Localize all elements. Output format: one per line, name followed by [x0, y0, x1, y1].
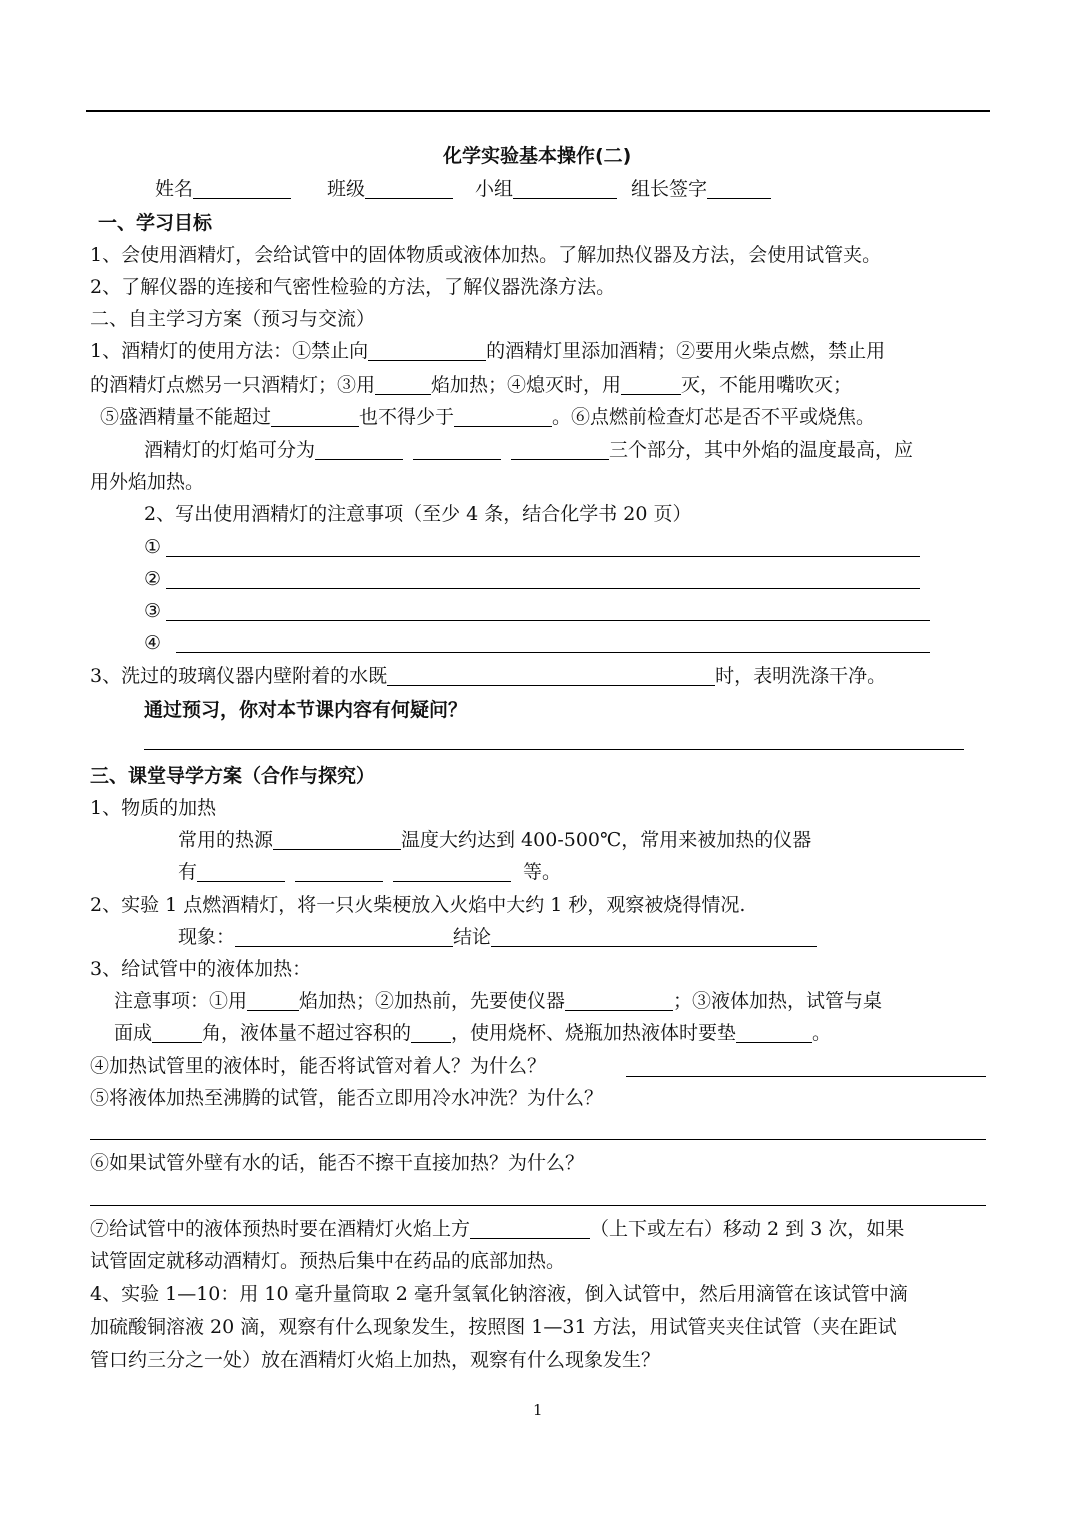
instrument-blank-3[interactable] — [393, 861, 511, 882]
leader-sign-blank[interactable] — [707, 178, 771, 199]
q7-blank[interactable] — [470, 1218, 590, 1239]
heat-source-blank[interactable] — [273, 829, 401, 850]
p1-line1 — [178, 827, 811, 853]
q7-line1 — [90, 1216, 904, 1242]
note-marker-2: ② — [144, 568, 162, 590]
q5-answer-line[interactable] — [90, 1139, 986, 1140]
class-label: 班级 — [327, 178, 366, 200]
p4-line2: 加硫酸铜溶液 20 滴，观察有什么现象发生，按照图 1—31 方法，用试管夹夹住试管（夹在距试 — [90, 1316, 897, 1338]
q1-line4 — [144, 437, 913, 463]
q3-blank[interactable] — [387, 665, 715, 686]
objective-1: 1、会使用酒精灯，会给试管中的固体物质或液体加热。了解加热仪器及方法，会使用试管夹。 — [90, 244, 882, 266]
instrument-blank-1[interactable] — [197, 861, 285, 882]
objective-2: 2、了解仪器的连接和气密性检验的方法，了解仪器洗涤方法。 — [90, 276, 616, 298]
q1-text-b: 的酒精灯里添加酒精；②要用火柴点燃，禁止用 — [486, 340, 886, 362]
p3-text-g: 。 — [812, 1022, 832, 1044]
q1-text-d: 焰加热；④熄灭时，用 — [431, 374, 622, 396]
note-line-3[interactable] — [166, 620, 930, 621]
p3-blank-1[interactable] — [247, 990, 299, 1011]
leader-sign-label: 组长签字 — [631, 178, 708, 200]
group-blank[interactable] — [513, 178, 617, 199]
q5-line: ⑤将液体加热至沸腾的试管，能否立即用冷水冲洗？为什么？ — [90, 1087, 604, 1109]
q1-line1 — [90, 338, 885, 364]
header-rule — [86, 110, 990, 112]
p1-text-b: 温度大约达到 400-500℃，常用来被加热的仪器 — [401, 829, 812, 851]
p1-text-c: 有 — [178, 861, 198, 883]
p2-result-line — [178, 924, 817, 950]
name-blank[interactable] — [193, 178, 291, 199]
q6-line: ⑥如果试管外壁有水的话，能否不擦干直接加热？为什么？ — [90, 1152, 585, 1174]
p1-text-a: 常用的热源 — [178, 829, 274, 851]
q3-text-b: 时，表明洗涤干净。 — [715, 665, 887, 687]
q1-blank-4[interactable] — [271, 406, 359, 427]
page-number: 1 — [533, 1401, 543, 1419]
q1-text-a: 1、酒精灯的使用方法：①禁止向 — [90, 340, 369, 362]
q4-line: ④加热试管里的液体时，能否将试管对着人？为什么？ — [90, 1055, 547, 1077]
p3-text-d: 面成 — [114, 1022, 153, 1044]
q1-blank-5[interactable] — [454, 406, 552, 427]
p3-text-f: ，使用烧杯、烧瓶加热液体时要垫 — [451, 1022, 737, 1044]
q4-answer-line[interactable] — [626, 1076, 986, 1077]
q1-text-i: 酒精灯的灯焰可分为 — [144, 439, 316, 461]
conclusion-label: 结论 — [453, 926, 492, 948]
q1-text-c: 的酒精灯点燃另一只酒精灯；③用 — [90, 374, 376, 396]
q1-line3 — [100, 404, 875, 430]
p3-heading: 3、给试管中的液体加热： — [90, 958, 312, 980]
section1-heading: 一、学习目标 — [98, 212, 213, 234]
q7-text-b: （上下或左右）移动 2 到 3 次，如果 — [590, 1218, 905, 1240]
class-blank[interactable] — [365, 178, 453, 199]
note-line-1[interactable] — [166, 556, 920, 557]
p3-line1 — [114, 988, 882, 1014]
p3-text-e: 角，液体量不超过容积的 — [202, 1022, 412, 1044]
question-answer-line[interactable] — [144, 749, 964, 750]
flame-blank-1[interactable] — [315, 439, 403, 460]
note-line-4[interactable] — [176, 652, 930, 653]
p2-line: 2、实验 1 点燃酒精灯，将一只火柴梗放入火焰中大约 1 秒，观察被烧得情况. — [90, 894, 746, 916]
conclusion-blank[interactable] — [491, 926, 817, 947]
phenomenon-blank[interactable] — [235, 926, 453, 947]
note-marker-1: ① — [144, 536, 162, 558]
q1-blank-3[interactable] — [621, 374, 681, 395]
q2-text: 2、写出使用酒精灯的注意事项（至少 4 条，结合化学书 20 页） — [144, 503, 692, 525]
p1-text-d: 等。 — [523, 861, 562, 883]
q7-text-a: ⑦给试管中的液体预热时要在酒精灯火焰上方 — [90, 1218, 471, 1240]
p1-line2 — [178, 859, 561, 885]
p3-blank-2[interactable] — [565, 990, 673, 1011]
group-label: 小组 — [475, 178, 514, 200]
p3-text-a: 注意事项：①用 — [114, 990, 248, 1012]
header-fields — [155, 176, 771, 202]
q1-text-h: 。⑥点燃前检查灯芯是否不平或烧焦。 — [552, 406, 876, 428]
q1-text-j: 三个部分，其中外焰的温度最高，应 — [609, 439, 914, 461]
note-marker-4: ④ — [144, 632, 162, 654]
q1-line2 — [90, 372, 852, 398]
q3-text-a: 3、洗过的玻璃仪器内壁附着的水既 — [90, 665, 388, 687]
q1-blank-1[interactable] — [368, 340, 486, 361]
q3-line — [90, 663, 886, 689]
q7-line2: 试管固定就移动酒精灯。预热后集中在药品的底部加热。 — [90, 1250, 566, 1272]
p3-line2 — [114, 1020, 831, 1046]
note-marker-3: ③ — [144, 600, 162, 622]
volume-blank[interactable] — [411, 1022, 451, 1043]
q1-text-f: ⑤盛酒精量不能超过 — [100, 406, 272, 428]
q1-blank-2[interactable] — [375, 374, 431, 395]
name-label: 姓名 — [155, 178, 194, 200]
q1-text-g: 也不得少于 — [359, 406, 455, 428]
instrument-blank-2[interactable] — [295, 861, 383, 882]
section2-heading: 二、自主学习方案（预习与交流） — [90, 308, 376, 330]
flame-blank-2[interactable] — [413, 439, 501, 460]
section3-heading: 三、课堂导学方案（合作与探究） — [90, 765, 376, 787]
p3-text-c: ；③液体加热，试管与桌 — [673, 990, 883, 1012]
angle-blank[interactable] — [152, 1022, 202, 1043]
q1-line5: 用外焰加热。 — [90, 471, 205, 493]
q1-text-e: 灭，不能用嘴吹灭； — [681, 374, 853, 396]
q6-answer-line[interactable] — [90, 1205, 986, 1206]
pad-blank[interactable] — [736, 1022, 812, 1043]
phenomenon-label: 现象： — [178, 926, 236, 948]
p3-text-b: 焰加热；②加热前，先要使仪器 — [299, 990, 566, 1012]
page-title: 化学实验基本操作(二) — [443, 145, 632, 167]
question-prompt: 通过预习，你对本节课内容有何疑问？ — [144, 699, 468, 721]
note-line-2[interactable] — [166, 588, 920, 589]
p1-heading: 1、物质的加热 — [90, 797, 217, 819]
p4-line1: 4、实验 1—10：用 10 毫升量筒取 2 毫升氢氧化钠溶液，倒入试管中，然后用滴管在该试管中滴 — [90, 1283, 908, 1305]
p4-line3: 管口约三分之一处）放在酒精灯火焰上加热，观察有什么现象发生？ — [90, 1349, 661, 1371]
flame-blank-3[interactable] — [511, 439, 609, 460]
